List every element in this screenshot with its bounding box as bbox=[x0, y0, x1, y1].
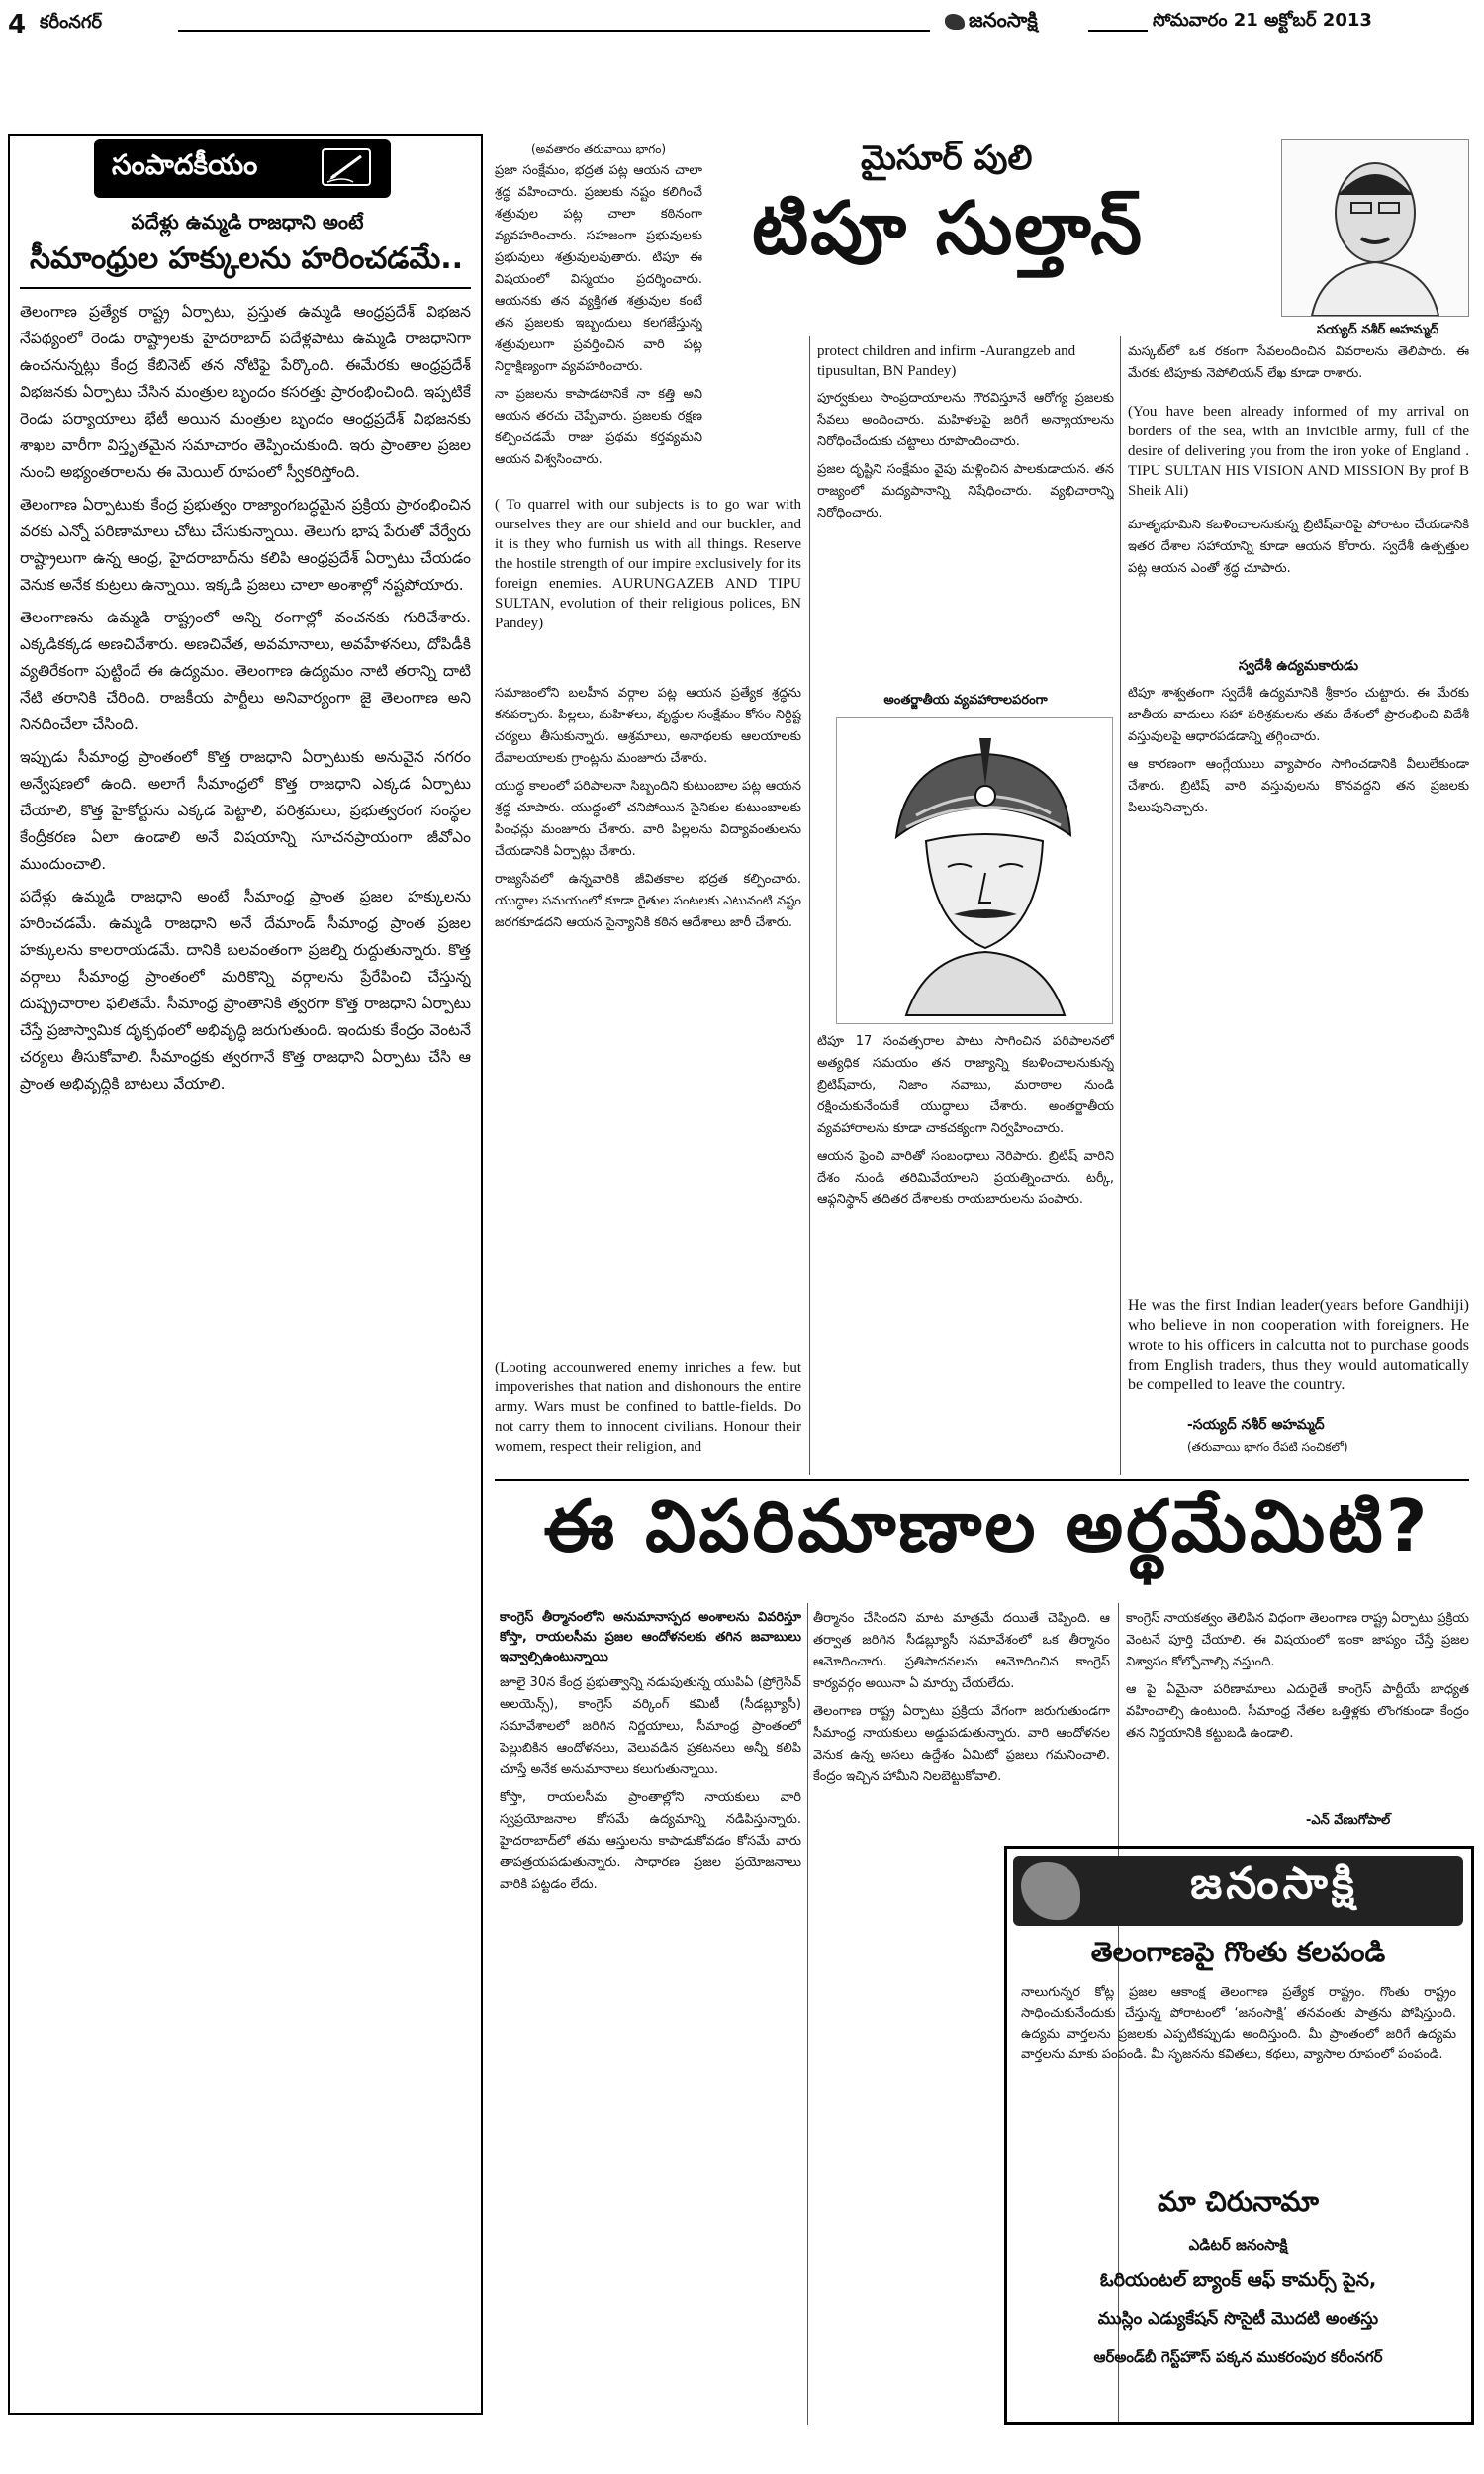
feature-paragraph: ప్రజల దృష్టిని సంక్షేమం వైపు మళ్లించిన పాలకుడాయన. తన రాజ్యంలో మద్యపానాన్ని నిషేధించారు. వ్యభిచారాన్ని నిరోధించారు. bbox=[817, 462, 1114, 521]
article-intro: కాంగ్రెస్‌ తీర్మానంలోని అనుమానాస్పద అంశాలను వివరిస్తూ కోస్తా, రాయలసీమ ప్రజల ఆందోళనలకు తగిన జవాబులు ఇవ్వాల్సిఉంటున్నాయి bbox=[500, 1610, 801, 1665]
feature-english-quote-5: He was the first Indian leader(years before Gandhiji) who believe in non cooperation with foreigners. He wrote to his officers in calcutta not to purchase goods from English traders, thus they would automatically be compelled to leave the country. bbox=[1128, 1297, 1469, 1393]
issue-date: సోమవారం 21 అక్టోబర్ 2013 bbox=[1153, 10, 1372, 31]
article-paragraph: జూలై 30న కేంద్ర ప్రభుత్వాన్ని నడుపుతున్న యుపిఏ (ప్రోగ్రెసివ్‌ అలయెన్స్‌), కాంగ్రెస్‌ వర్కింగ్‌ కమిటీ (సీడబ్ల్యూసీ) సమావేశాలలో జరిగిన నిర్ణయాలు, సీమాంధ్ర ప్రాంతంలో పెల్లుబికిన ఆందోళనలు, వెలువడిన ప్రకటనలు అన్నీ కలిపి చూస్తే అనేక అనుమానాలు కలుగుతున్నాయి. bbox=[500, 1675, 801, 1777]
pen-icon bbox=[322, 148, 371, 186]
author-photo bbox=[1281, 139, 1469, 317]
feature-english-quote-4: (You have been already informed of my arrival on borders of the sea, with an invicible army, full of the desire of delivering you from the iron yoke of England . TIPU SULTAN HIS VISION AND MISSION By prof B Sheik Ali) bbox=[1128, 404, 1469, 499]
feature-paragraph: పూర్వకులు సాంప్రదాయాలను గౌరవిస్తూనే ఆరోగ్య ప్రజలకు సేవలు అందించారు. మహిళలపై జరిగే అన్యాయాలను నిరోధించేందుకు చట్టాలు రూపొందించారు. bbox=[817, 391, 1114, 449]
feature-paragraph: ప్రజా సంక్షేమం, భద్రత పట్ల ఆయన చాలా శ్రద్ధ వహించారు. ప్రజలకు నష్టం కలిగించే శత్రువుల పట్ల చాలా కఠినంగా వ్యవహరించారు. సహజంగా ప్రభువులకు ప్రభువులు శత్రువులవుతారు. టిపూ ఈ విషయంలో విస్మయం ప్రదర్శించారు. ఆయనకు తన వ్యక్తిగత శత్రువుల కంటే తన ప్రజలకు ఇబ్బందులు కలగజేస్తున్న శత్రువులుగా ప్రవర్తించిన వారి పట్ల నిర్దాక్షిణ్యంగా వ్యవహరించారు. bbox=[495, 163, 702, 374]
feature-byline-note: (తరువాయి భాగం రేపటి సంచికలో) bbox=[1187, 1440, 1348, 1454]
feature-kicker: మైసూర్‌ పులి bbox=[861, 139, 1033, 178]
advert-address-line: ఆర్‌అండ్‌బీ గెస్ట్‌హౌస్‌ పక్కన ముకరంపుర కరీంనగర్‌ bbox=[1093, 2348, 1383, 2366]
article-headline: ఈ విపరిమాణాల అర్థమేమిటి? bbox=[543, 1484, 1431, 1568]
editorial-headline: సీమాంధ్రుల హక్కులను హరించడమే.. bbox=[29, 241, 464, 276]
advert-body: నాలుగున్నర కోట్ల ప్రజల ఆకాంక్ష తెలంగాణ ప్రత్యేక రాష్ట్రం. గొంతు రాష్ట్రం సాధించుకునేందుకు చేస్తున్న పోరాటంలో ‘జనంసాక్షి’ తనవంతు పాత్రను పోషిస్తుంది. ఉద్యమ వార్తలను ప్రజలకు ఎప్పటికప్పుడు అందిస్తుంది. మీ ప్రాంతంలో జరిగే ఉద్యమ వార్తలను మాకు పంపండి. మీ సృజనను కవితలు, కథలు, వ్యాసాల రూపంలో పంపండి. bbox=[1021, 1985, 1456, 2062]
editorial-banner bbox=[94, 139, 391, 198]
janam-sakshi-advert bbox=[1004, 1846, 1474, 2425]
editorial-body bbox=[20, 299, 471, 2407]
advert-address-line: ముస్లిం ఎడ్యుకేషన్‌ సొసైటీ మొదటి అంతస్తు bbox=[1097, 2309, 1379, 2329]
masthead-logo: జనంసాక్షి bbox=[945, 8, 1038, 37]
feature-english-quote-2: (Looting accounwered enemy inriches a few. but impoverishes that nation and dishonours the entire army. Wars must be confined to battle-fields. Do not carry them to innocent civilians. Honour their womem, respect their religion, and bbox=[495, 1360, 801, 1455]
feature-column-4-more bbox=[1128, 683, 1469, 1197]
editorial-kicker: పదేళ్లు ఉమ్మడి రాజధాని అంటే bbox=[131, 210, 364, 234]
section-name: కరీంనగర్ bbox=[40, 12, 102, 33]
feature-paragraph: ఆయన ఫ్రెంచి వారితో సంబంధాలు నెరిపారు. బ్రిటిష్‌ వారిని దేశం నుండి తరిమివేయాలని ప్రయత్నించారు. టర్కీ, ఆఫ్గనిస్థాన్‌ తదితర దేశాలకు రాయబారులను పంపారు. bbox=[817, 1149, 1114, 1207]
feature-column-4 bbox=[1128, 341, 1469, 401]
telangana-map-icon bbox=[945, 14, 965, 30]
page-header bbox=[0, 0, 1484, 44]
advert-logo: జనంసాక్షి bbox=[1190, 1858, 1358, 1909]
editorial-paragraph: తెలంగాణ ఏర్పాటుకు కేంద్ర ప్రభుత్వం రాజ్యాంగబద్ధమైన ప్రక్రియ ప్రారంభించిన వరకు ఎన్నో పరిణామాలు చోటు చేసుకున్నాయి. తెలుగు భాష పేరుతో వేర్వేరు రాష్ట్రాలుగా ఉన్న ఆంధ్ర, హైదరాబాద్‌ను కలిపి ఆంధ్రప్రదేశ్‌ ఏర్పాటు చేయడం వెనుక అనేక కుట్రలు ఉన్నాయి. ఇక్కడి ప్రజలు చాలా అంశాల్లో నష్టపోయారు. bbox=[20, 496, 471, 594]
feature-column-3 bbox=[817, 388, 1114, 714]
feature-paragraph: టిపూ 17 సంవత్సరాల పాటు సాగించిన పరిపాలనలో అత్యధిక సమయం తన రాజ్యాన్ని కబళించాలనుకున్న బ్రిటిష్‌వారు, నిజాం నవాబు, మరాఠాల నుండి రక్షించుకునేందుకే యుద్ధాలు చేశారు. అంతర్జాతీయ వ్యవహారాలను కూడా చాకచక్యంగా నిర్వహించారు. bbox=[817, 1034, 1114, 1136]
feature-column-4-cont bbox=[1128, 515, 1469, 653]
feature-paragraph: మస్కట్‌లో ఒక రకంగా సేవలందించిన వివరాలను తెలిపారు. ఈ మేరకు టిపూకు నెపోలియన్‌ లేఖ కూడా రాశారు. bbox=[1128, 344, 1469, 381]
feature-byline: -సయ్యద్‌ నశీర్‌ అహమ్మద్‌ bbox=[1187, 1417, 1325, 1433]
article-paragraph: తెలంగాణ రాష్ట్ర ఏర్పాటు ప్రక్రియ వేగంగా జరుగుతుండగా సీమాంధ్ర నాయకులు అడ్డుపడుతున్నారు. వారి ఆందోళనల వెనుక ఉన్న అసలు ఉద్దేశం ఏమిటో ప్రజలు గమనించాలి. కేంద్రం ఇచ్చిన హామీని నిలబెట్టుకోవాలి. bbox=[813, 1704, 1110, 1784]
author-caption: సయ్యద్‌ నశీర్‌ అహమ్మద్‌ bbox=[1316, 323, 1439, 337]
feature-headline: టిపూ సుల్తాన్‌ bbox=[752, 186, 1145, 271]
article-paragraph: కాంగ్రెస్‌ నాయకత్వం తెలిపిన విధంగా తెలంగాణ రాష్ట్ర ఏర్పాటు ప్రక్రియ వెంటనే పూర్తి చేయాలి. ఈ విషయంలో ఇంకా జాప్యం చేస్తే ప్రజల విశ్వాసం కోల్పోవాల్సి వస్తుంది. bbox=[1126, 1611, 1469, 1669]
editorial-paragraph: తెలంగాణను ఉమ్మడి రాష్ట్రంలో అన్ని రంగాల్లో వంచనకు గురిచేశారు. ఎక్కడికక్కడ అణచివేశారు. అణచివేత, అవమానాలు, అవహేళనలు, దోపిడీకి వ్యతిరేకంగా పుట్టిందే ఈ ఉద్యమం. తెలంగాణ ఉద్యమం నాటి తరాన్ని దాటి నేటి తరానికి చేరింది. రాజకీయ పార్టీలు అనివార్యంగా జై తెలంగాణ అని నినదించేలా చేసింది. bbox=[20, 609, 471, 733]
editorial-paragraph: ఇప్పుడు సీమాంధ్ర ప్రాంతంలో కొత్త రాజధాని ఏర్పాటుకు అనువైన నగరం అన్వేషణలో ఉంది. అలాగే సీమాంధ్రలో కొత్త రాజధాని ఎక్కడ ఏర్పాటు చేయాలి, కొత్త హైకోర్టును ఎక్కడ పెట్టాలి, పరిశ్రమలు, ప్రభుత్వరంగ సంస్థల కేంద్రీకరణ ఏలా ఉండాలి అనే విషయాన్ని సూచనప్రాయంగా జీవోఎం ముందుంచాలి. bbox=[20, 748, 471, 873]
page-number: 4 bbox=[8, 10, 27, 40]
feature-english-quote-3: protect children and infirm -Aurangzeb and tipusultan, BN Pandey) bbox=[817, 343, 1076, 379]
feature-paragraph: యుద్ధ కాలంలో పరిపాలనా సిబ్బందిని కుటుంబాల పట్ల ఆయన శ్రద్ధ చూపారు. యుద్ధంలో చనిపోయిన సైనికుల కుటుంబాలకు పింఛన్లు మంజూరు చేశారు. వారి పిల్లలను విద్యావంతులను చేయడానికి ఏర్పాట్లు చేశారు. bbox=[495, 779, 801, 859]
continued-note: (అవతారం తరువాయి భాగం) bbox=[531, 143, 666, 156]
article-paragraph: తీర్మానం చేసిందని మాట మాత్రమే దయితే చెప్పింది. ఆ తర్వాత జరిగిన సీడబ్ల్యూసీ సమావేశంలో ఒక తీర్మానం ఆమోదించారు. ప్రతిపాదనలను ఆమోదించిన కాంగ్రెస్‌ కార్యవర్గం అయినా ఏ మార్పు చేయలేదు. bbox=[813, 1611, 1110, 1691]
editorial-label: సంపాదకీయం bbox=[112, 148, 258, 181]
tipu-sultan-portrait bbox=[836, 717, 1113, 1024]
advert-address-line: ఎడిటర్‌ జనంసాక్షి bbox=[1188, 2236, 1288, 2254]
illustration-caption: అంతర్జాతీయ వ్యవహారాలపరంగా bbox=[883, 693, 1048, 708]
feature-english-quote-1: ( To quarrel with our subjects is to go war with ourselves they are our shield and our buckler, and it is they who furnish us with all things. Reserve the hostile strength of our impire exclusively for its foreign enemies. AURUNGAZEB AND TIPU SULTAN, evolution of their religious polices, BN Pandey) bbox=[495, 497, 801, 631]
feature-paragraph: రాజ్యసేవలో ఉన్నవారికి జీవితకాల భద్రత కల్పించారు. యుద్ధాల సమయంలో కూడా రైతుల పంటలకు ఎటువంటి నష్టం జరగకూడదని ఆయన సైన్యానికి కఠిన ఆదేశాలు జారీ చేశారు. bbox=[495, 872, 801, 930]
feature-paragraph: సమాజంలోని బలహీన వర్గాల పట్ల ఆయన ప్రత్యేక శ్రద్ధను కనపర్చారు. పిల్లలు, మహిళలు, వృద్ధుల సంక్షేమం కోసం నిర్దిష్ట చర్యలు తీసుకున్నారు. ఆశ్రమాలు, అనాథలకు ఆలయాలకు దేవాలయాలకు గ్రాంట్లను మంజూరు చేశారు. bbox=[495, 686, 801, 766]
article-paragraph: కోస్తా, రాయలసీమ ప్రాంతాల్లోని నాయకులు వారి స్వప్రయోజనాల కోసమే ఉద్యమాన్ని నడిపిస్తున్నారు. హైదరాబాద్‌లో తమ ఆస్తులను కాపాడుకోవడం కోసమే వారు తాపత్రయపడుతున్నారు. సాధారణ ప్రజల ప్రయోజనాలు వారికి పట్టడం లేదు. bbox=[500, 1790, 801, 1892]
feature-column-2 bbox=[495, 683, 801, 940]
advert-address-line: ఓరియంటల్‌ బ్యాంక్‌ ఆఫ్‌ కామర్స్‌ పైన, bbox=[1099, 2269, 1377, 2291]
feature-paragraph: టిపూ శాశ్వతంగా స్వదేశీ ఉద్యమానికి శ్రీకారం చుట్టారు. ఈ మేరకు జాతీయ వాదులు సహా పరిశ్రమలను తమ దేశంలో ప్రారంభించి విదేశీ వస్తువులపై ఆధారపడడాన్ని తగ్గించారు. bbox=[1128, 686, 1469, 744]
article-paragraph: ఆ పై ఏమైనా పరిణామాలు ఎదురైతే కాంగ్రెస్‌ పార్టీయే బాధ్యత వహించాల్సి ఉంటుంది. సీమాంధ్ర నేతల ఒత్తిళ్లకు లొంగకుండా కేంద్రం తన నిర్ణయానికి కట్టుబడి ఉండాలి. bbox=[1126, 1682, 1469, 1741]
feature-column-3b bbox=[817, 1031, 1114, 1467]
editorial-paragraph: తెలంగాణ ప్రత్యేక రాష్ట్ర ఏర్పాటు, ప్రస్తుత ఉమ్మడి ఆంధ్రప్రదేశ్‌ విభజన నేపథ్యంలో రెండు రాష్ట్రాలకు హైదరాబాద్‌ పదేళ్లపాటు ఉమ్మడి రాజధానిగా ఉంచనున్నట్లు కేంద్ర కేబినెట్‌ తన నోటిఫై పేర్కొంది. ఈమేరకు ఆంధ్రప్రదేశ్‌ విభజనకు ఏర్పాటు చేసిన మంత్రుల బృందం కసరత్తు ప్రారంభించింది. ఇప్పటికే రెండు పర్యాయాలు భేటీ అయిన మంత్రుల బృందం ఆంధ్రప్రదేశ్‌ విభజనకు శాఖల వారీగా విస్తృతమైన సమాచారం తెప్పించుకుంది. ఇరు ప్రాంతాల ప్రజల నుంచి అభ్యంతరాలను ఈ మెయిల్‌ రూపంలో స్వీకరిస్తోంది. bbox=[20, 303, 471, 481]
article-column-3 bbox=[1126, 1608, 1469, 1806]
feature-paragraph: మాతృభూమిని కబళించాలనుకున్న బ్రిటిష్‌వారిపై పోరాటం చేయడానికి ఇతర దేశాల సహాయాన్ని కూడా ఆయన కోరారు. స్వదేశీ ఉత్పత్తుల పట్ల ఆయన ఎంతో శ్రద్ధ చూపారు. bbox=[1128, 518, 1469, 576]
article-byline: -ఎన్‌ వేణుగోపాల్‌ bbox=[1306, 1813, 1391, 1828]
feature-paragraph: నా ప్రజలను కాపాడటానికే నా కత్తి అని ఆయన తరచు చెప్పేవారు. ప్రజలకు రక్షణ కల్పించడమే రాజు ప్రథమ కర్తవ్యమని ఆయన విశ్వసించారు. bbox=[495, 387, 702, 467]
article-column-1 bbox=[500, 1672, 801, 2425]
advert-address-title: మా చిరునామా bbox=[1158, 2185, 1319, 2218]
feature-paragraph: ఆ కారణంగా ఆంగ్లేయులు వ్యాపారం సాగించడానికి వీలులేకుండా చేశారు. బ్రిటిష్‌ వారి వస్తువులను కొనవద్దని తన ప్రజలకు పిలుపునిచ్చారు. bbox=[1128, 757, 1469, 815]
editorial-paragraph: పదేళ్లు ఉమ్మడి రాజధాని అంటే సీమాంధ్ర ప్రాంత ప్రజల హక్కులను హరించడమే. ఉమ్మడి రాజధాని అనే దేమాండ్‌ సీమాంధ్ర ప్రాంత ప్రజల హక్కులను కాలరాయడమే. దానికి బలవంతంగా ప్రజల్ని రుద్దుతున్నారు. కొత్త వర్గాలు సీమాంధ్ర ప్రాంతంలో మరికొన్ని వర్గాలను ప్రేరేపించి చేస్తున్న దుష్ప్రచారాల ఫలితమే. సీమాంధ్ర ప్రాంతానికి త్వరగా కొత్త రాజధాని ఏర్పాటు చేస్తే ప్రజాస్వామిక దృక్పథంలో అభివృద్ధి జరుగుతుంది. ఇందుకు కేంద్రం వెంటనే చర్యలు తీసుకోవాలి. సీమాంధ్రకు త్వరగానే కొత్త రాజధాని ఏర్పాటు చేసి ఆ ప్రాంత అభివృద్ధికి బాటలు వేయాలి. bbox=[20, 888, 471, 1093]
feature-subhead: స్వదేశీ ఉద్యమకారుడు bbox=[1238, 658, 1359, 674]
advert-tagline: తెలంగాణపై గొంతు కలపండి bbox=[1090, 1936, 1386, 1968]
